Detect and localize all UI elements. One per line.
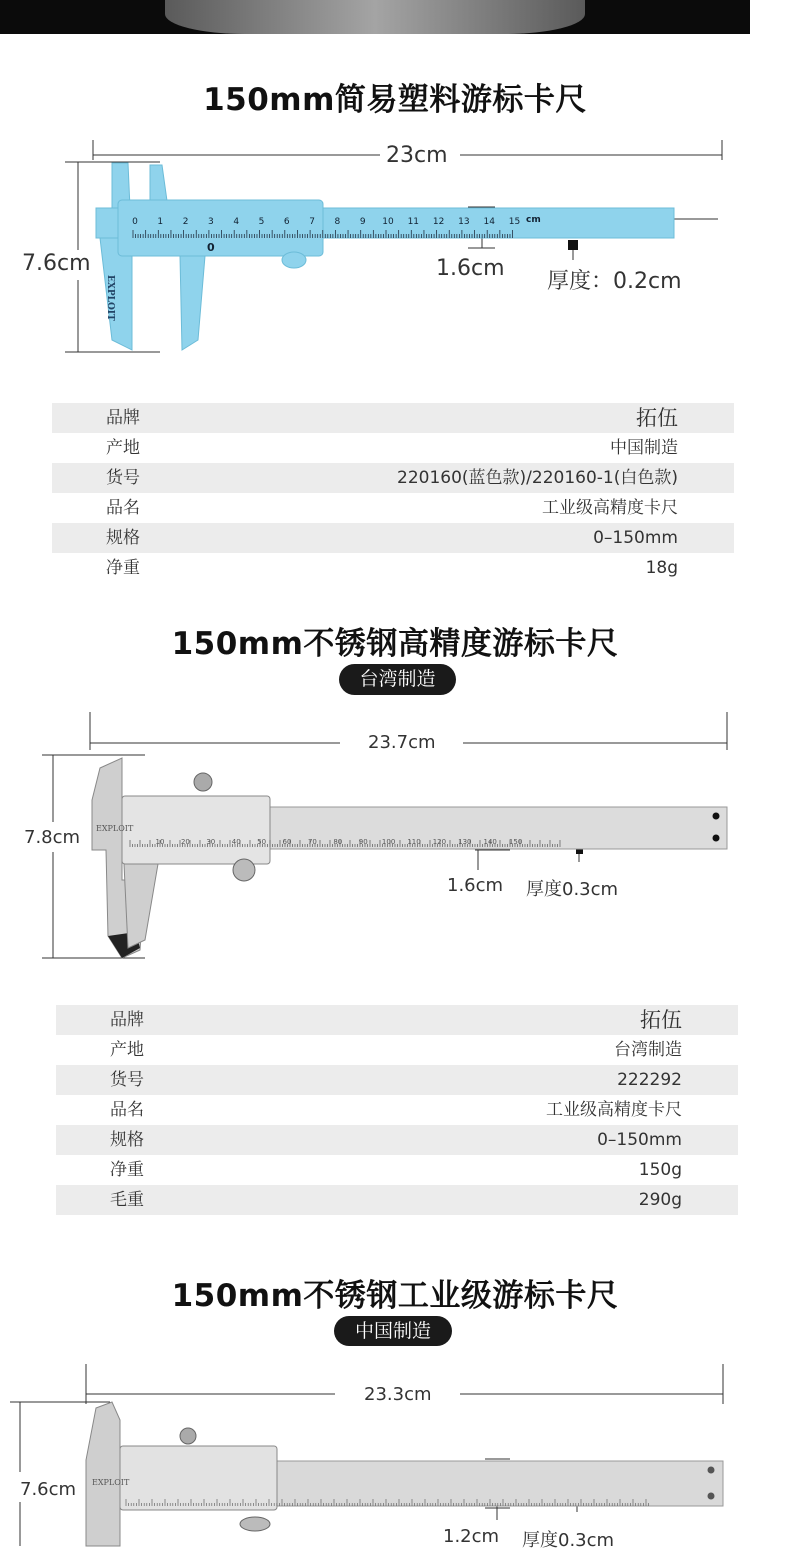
width-label: 1.6cm bbox=[436, 256, 505, 281]
section1-title: 150mm简易塑料游标卡尺 bbox=[203, 82, 587, 118]
spec-row-range bbox=[52, 523, 734, 553]
spec-value: 290g bbox=[638, 1190, 682, 1210]
spec-value: 工业级高精度卡尺 bbox=[546, 1100, 682, 1120]
scale-number: 100 bbox=[381, 838, 396, 846]
spec-value: 0–150mm bbox=[597, 1130, 682, 1150]
spec-value: 中国制造 bbox=[610, 438, 678, 458]
length-label: 23.7cm bbox=[368, 732, 436, 753]
spec-key: 品牌 bbox=[106, 408, 140, 428]
scale-number: 60 bbox=[282, 838, 292, 846]
spec-value: 工业级高精度卡尺 bbox=[542, 498, 678, 518]
spec-value: 18g bbox=[645, 558, 678, 578]
spec-row-net-weight bbox=[52, 553, 734, 583]
spec-table-2 bbox=[56, 1005, 738, 1215]
scale-number: 130 bbox=[458, 838, 472, 846]
spec-value: 拓伍 bbox=[640, 1008, 682, 1032]
thickness-label: 厚度：0.2cm bbox=[547, 269, 682, 294]
scale-number: 1 bbox=[157, 217, 164, 227]
spec-row-brand bbox=[52, 403, 734, 433]
scale-number: 10 bbox=[382, 217, 394, 227]
spec-key: 毛重 bbox=[110, 1190, 144, 1210]
scale-number: 14 bbox=[483, 217, 495, 227]
vernier-zero: 0 bbox=[207, 241, 215, 254]
spec-key: 净重 bbox=[110, 1160, 144, 1180]
scale-number: 6 bbox=[283, 217, 290, 227]
scale-number: 3 bbox=[208, 217, 214, 227]
scale-number: 90 bbox=[358, 838, 368, 846]
scale-number: 10 bbox=[155, 838, 165, 846]
spec-key: 产地 bbox=[106, 438, 140, 458]
banner-image bbox=[165, 0, 585, 34]
height-label: 7.6cm bbox=[20, 1479, 77, 1500]
origin-badge: 中国制造 bbox=[334, 1316, 452, 1346]
section3-title: 150mm不锈钢工业级游标卡尺 bbox=[171, 1278, 619, 1314]
spec-row-name bbox=[52, 493, 734, 523]
width-label: 1.2cm bbox=[443, 1526, 500, 1547]
brand-mark: EXPLOIT bbox=[92, 1478, 130, 1487]
spec-row-origin bbox=[52, 433, 734, 463]
scale-number: 13 bbox=[458, 217, 470, 227]
scale-number: 5 bbox=[258, 217, 265, 227]
spec-row-name bbox=[56, 1095, 738, 1125]
spec-value: 0–150mm bbox=[593, 528, 678, 548]
scale-number: 80 bbox=[333, 838, 343, 846]
spec-value: 150g bbox=[638, 1160, 682, 1180]
height-label: 7.6cm bbox=[22, 251, 91, 276]
spec-row-brand bbox=[56, 1005, 738, 1035]
length-label: 23.3cm bbox=[364, 1384, 432, 1405]
spec-key: 产地 bbox=[110, 1040, 144, 1060]
spec-key: 货号 bbox=[110, 1070, 144, 1090]
spec-key: 净重 bbox=[106, 558, 140, 578]
spec-value: 222292 bbox=[617, 1070, 682, 1090]
scale-number: 150 bbox=[508, 838, 523, 846]
scale-unit: cm bbox=[526, 215, 541, 225]
scale-number: 110 bbox=[407, 838, 421, 846]
spec-key: 货号 bbox=[106, 468, 140, 488]
scale-number: 50 bbox=[257, 838, 267, 846]
scale-number: 9 bbox=[359, 217, 366, 227]
scale-number: 20 bbox=[180, 838, 190, 846]
scale-number: 30 bbox=[206, 838, 216, 846]
brand-mark: EXPLOIT bbox=[105, 275, 115, 321]
scale-number: 70 bbox=[307, 838, 317, 846]
thickness-label: 厚度0.3cm bbox=[522, 1530, 615, 1551]
scale-number: 12 bbox=[432, 217, 445, 227]
scale-number: 140 bbox=[483, 838, 497, 846]
spec-row-origin bbox=[56, 1035, 738, 1065]
scale-number: 7 bbox=[309, 217, 315, 227]
spec-key: 品名 bbox=[106, 498, 140, 518]
scale-number: 11 bbox=[407, 217, 420, 227]
spec-row-range bbox=[56, 1125, 738, 1155]
scale-number: 4 bbox=[233, 217, 240, 227]
scale-number: 8 bbox=[334, 217, 341, 227]
spec-row-sku bbox=[52, 463, 734, 493]
spec-value: 拓伍 bbox=[636, 406, 678, 430]
spec-row-gross-weight bbox=[56, 1185, 738, 1215]
height-label: 7.8cm bbox=[24, 827, 81, 848]
spec-key: 品牌 bbox=[110, 1010, 144, 1030]
scale-number: 40 bbox=[231, 838, 241, 846]
thickness-label: 厚度0.3cm bbox=[526, 879, 619, 900]
width-label: 1.6cm bbox=[447, 875, 504, 896]
brand-mark: EXPLOIT bbox=[96, 824, 134, 833]
spec-key: 品名 bbox=[110, 1100, 144, 1120]
spec-value: 台湾制造 bbox=[614, 1040, 682, 1060]
top-banner bbox=[0, 0, 750, 34]
spec-value: 220160(蓝色款)/220160-1(白色款) bbox=[397, 468, 678, 488]
spec-key: 规格 bbox=[106, 528, 140, 548]
scale-number: 120 bbox=[432, 838, 447, 846]
length-label: 23cm bbox=[386, 143, 448, 168]
spec-row-net-weight bbox=[56, 1155, 738, 1185]
origin-badge: 台湾制造 bbox=[339, 664, 456, 695]
spec-row-sku bbox=[56, 1065, 738, 1095]
section2-title: 150mm不锈钢高精度游标卡尺 bbox=[171, 626, 619, 662]
scale-number: 0 bbox=[132, 217, 138, 227]
scale-number: 15 bbox=[508, 217, 521, 227]
spec-key: 规格 bbox=[110, 1130, 144, 1150]
spec-table-1 bbox=[52, 403, 734, 583]
scale-number: 2 bbox=[182, 217, 189, 227]
